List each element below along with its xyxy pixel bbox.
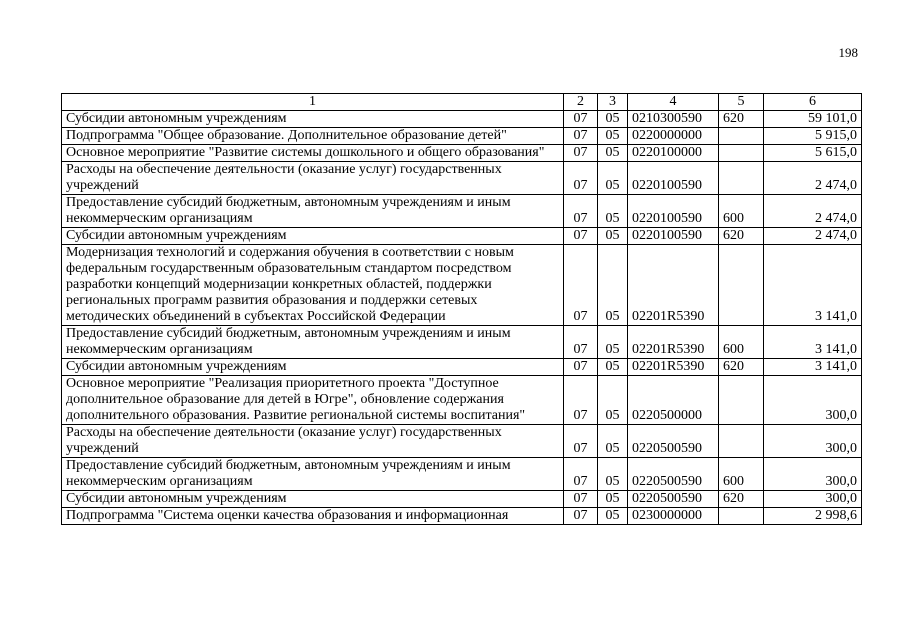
- subsection-code: 05: [598, 376, 628, 425]
- target-article-code: 0220500590: [628, 491, 719, 508]
- column-header: 6: [764, 94, 862, 111]
- row-name: Основное мероприятие "Реализация приоритетного проекта "Доступное дополнительное образование для детей в Югре", обновление содержания дополнительного образования. Развитие региональной системы воспитания": [62, 376, 564, 425]
- expense-type-code: [719, 376, 764, 425]
- amount: 3 141,0: [764, 245, 862, 326]
- section-code: 07: [564, 359, 598, 376]
- section-code: 07: [564, 458, 598, 491]
- amount: 2 474,0: [764, 228, 862, 245]
- section-code: 07: [564, 425, 598, 458]
- table-header-row: [62, 94, 862, 111]
- section-code: 07: [564, 491, 598, 508]
- target-article-code: 0220500000: [628, 376, 719, 425]
- row-name: Субсидии автономным учреждениям: [62, 228, 564, 245]
- column-header: 2: [564, 94, 598, 111]
- subsection-code: 05: [598, 228, 628, 245]
- expense-type-code: 620: [719, 491, 764, 508]
- subsection-code: 05: [598, 359, 628, 376]
- table-row: [62, 162, 862, 195]
- column-header: 3: [598, 94, 628, 111]
- column-header: 5: [719, 94, 764, 111]
- subsection-code: 05: [598, 491, 628, 508]
- column-header: 1: [62, 94, 564, 111]
- expense-type-code: [719, 145, 764, 162]
- target-article-code: 02201R5390: [628, 326, 719, 359]
- amount: 3 141,0: [764, 326, 862, 359]
- subsection-code: 05: [598, 145, 628, 162]
- table-row: [62, 326, 862, 359]
- table-row: [62, 245, 862, 326]
- table-row: [62, 128, 862, 145]
- subsection-code: 05: [598, 326, 628, 359]
- subsection-code: 05: [598, 425, 628, 458]
- target-article-code: 02201R5390: [628, 245, 719, 326]
- row-name: Расходы на обеспечение деятельности (оказание услуг) государственных учреждений: [62, 162, 564, 195]
- row-name: Предоставление субсидий бюджетным, автономным учреждениям и иным некоммерческим организациям: [62, 458, 564, 491]
- section-code: 07: [564, 145, 598, 162]
- table-row: [62, 491, 862, 508]
- table-row: [62, 228, 862, 245]
- expense-type-code: [719, 128, 764, 145]
- expense-type-code: [719, 245, 764, 326]
- column-header: 4: [628, 94, 719, 111]
- target-article-code: 0220100000: [628, 145, 719, 162]
- amount: 2 474,0: [764, 162, 862, 195]
- row-name: Модернизация технологий и содержания обучения в соответствии с новым федеральным государственным образовательным стандартом посредством разработки концепций модернизации конкретных областей, поддержки региональных программ развития образования и поддержки сетевых методических объединений в субъектах Российской Федерации: [62, 245, 564, 326]
- table-row: [62, 195, 862, 228]
- row-name: Предоставление субсидий бюджетным, автономным учреждениям и иным некоммерческим организациям: [62, 195, 564, 228]
- expense-type-code: [719, 508, 764, 525]
- section-code: 07: [564, 326, 598, 359]
- section-code: 07: [564, 228, 598, 245]
- section-code: 07: [564, 162, 598, 195]
- row-name: Подпрограмма "Общее образование. Дополнительное образование детей": [62, 128, 564, 145]
- table-row: [62, 376, 862, 425]
- target-article-code: 0230000000: [628, 508, 719, 525]
- row-name: Субсидии автономным учреждениям: [62, 359, 564, 376]
- budget-table: [61, 93, 862, 525]
- section-code: 07: [564, 376, 598, 425]
- section-code: 07: [564, 245, 598, 326]
- section-code: 07: [564, 508, 598, 525]
- amount: 59 101,0: [764, 111, 862, 128]
- table-row: [62, 508, 862, 525]
- subsection-code: 05: [598, 245, 628, 326]
- subsection-code: 05: [598, 508, 628, 525]
- amount: 300,0: [764, 491, 862, 508]
- row-name: Подпрограмма "Система оценки качества образования и информационная: [62, 508, 564, 525]
- target-article-code: 0220100590: [628, 195, 719, 228]
- target-article-code: 0220100590: [628, 228, 719, 245]
- row-name: Субсидии автономным учреждениям: [62, 111, 564, 128]
- table-row: [62, 458, 862, 491]
- row-name: Субсидии автономным учреждениям: [62, 491, 564, 508]
- expense-type-code: [719, 162, 764, 195]
- row-name: Основное мероприятие "Развитие системы дошкольного и общего образования": [62, 145, 564, 162]
- table-row: [62, 145, 862, 162]
- expense-type-code: 620: [719, 359, 764, 376]
- amount: 300,0: [764, 425, 862, 458]
- subsection-code: 05: [598, 195, 628, 228]
- table-row: [62, 111, 862, 128]
- amount: 300,0: [764, 376, 862, 425]
- amount: 5 915,0: [764, 128, 862, 145]
- target-article-code: 0210300590: [628, 111, 719, 128]
- expense-type-code: 600: [719, 458, 764, 491]
- amount: 300,0: [764, 458, 862, 491]
- section-code: 07: [564, 195, 598, 228]
- target-article-code: 0220500590: [628, 458, 719, 491]
- amount: 3 141,0: [764, 359, 862, 376]
- subsection-code: 05: [598, 458, 628, 491]
- target-article-code: 02201R5390: [628, 359, 719, 376]
- amount: 2 998,6: [764, 508, 862, 525]
- target-article-code: 0220000000: [628, 128, 719, 145]
- page-number: 198: [838, 45, 858, 60]
- subsection-code: 05: [598, 128, 628, 145]
- expense-type-code: 620: [719, 228, 764, 245]
- section-code: 07: [564, 128, 598, 145]
- subsection-code: 05: [598, 162, 628, 195]
- subsection-code: 05: [598, 111, 628, 128]
- table-row: [62, 359, 862, 376]
- amount: 2 474,0: [764, 195, 862, 228]
- section-code: 07: [564, 111, 598, 128]
- row-name: Предоставление субсидий бюджетным, автономным учреждениям и иным некоммерческим организациям: [62, 326, 564, 359]
- expense-type-code: 620: [719, 111, 764, 128]
- target-article-code: 0220100590: [628, 162, 719, 195]
- row-name: Расходы на обеспечение деятельности (оказание услуг) государственных учреждений: [62, 425, 564, 458]
- expense-type-code: [719, 425, 764, 458]
- target-article-code: 0220500590: [628, 425, 719, 458]
- table-row: [62, 425, 862, 458]
- amount: 5 615,0: [764, 145, 862, 162]
- expense-type-code: 600: [719, 326, 764, 359]
- expense-type-code: 600: [719, 195, 764, 228]
